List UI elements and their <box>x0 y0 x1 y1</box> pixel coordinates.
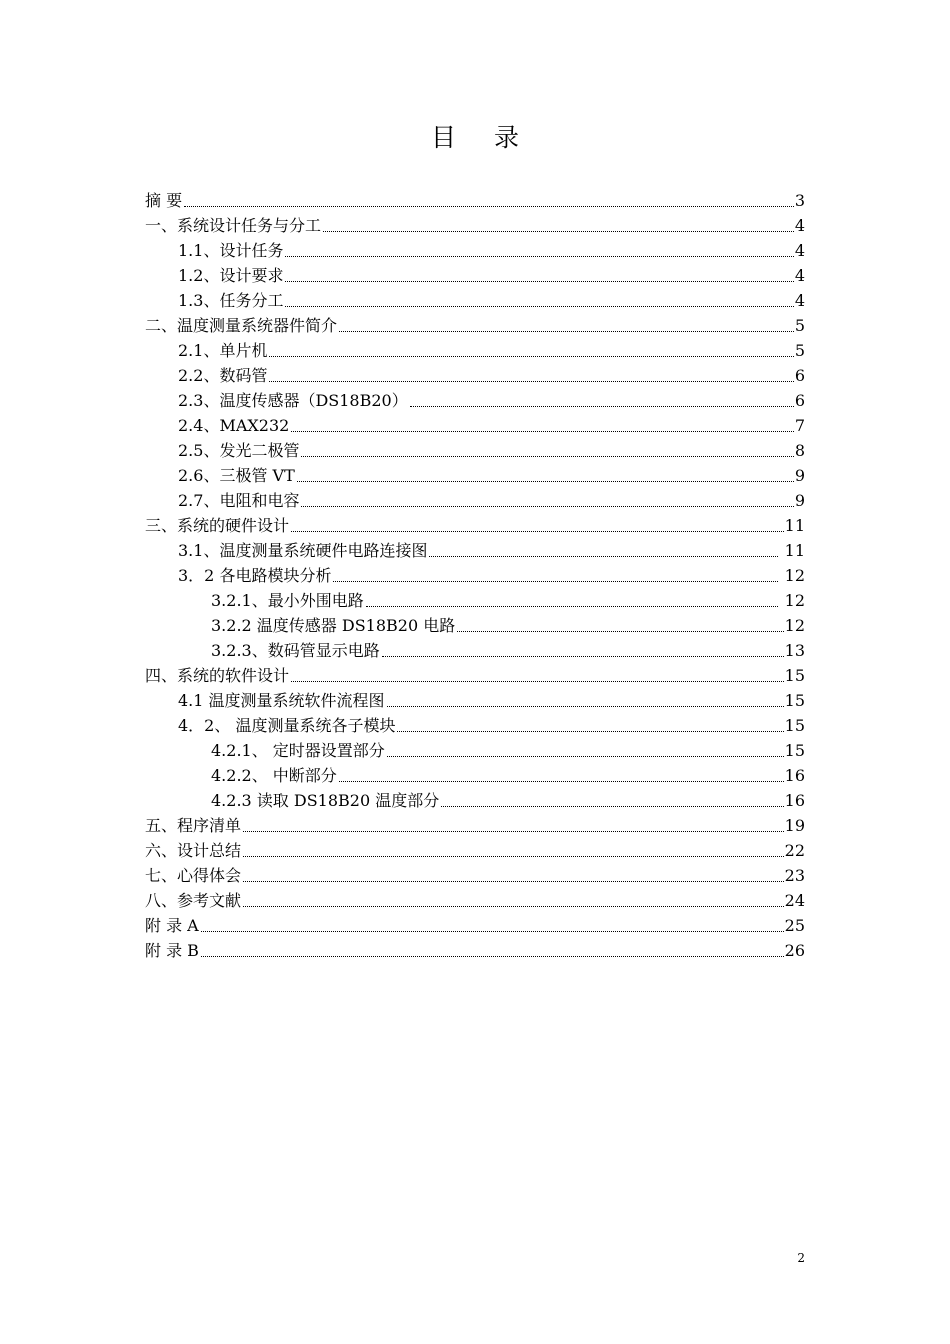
toc-entry-label: 4.2.2、 中断部分 <box>211 766 337 785</box>
toc-entry[interactable] <box>145 363 805 388</box>
toc-entry-label: 三、系统的硬件设计 <box>145 516 290 535</box>
toc-entry-label: 1.3、任务分工 <box>178 291 284 310</box>
toc-leader-dots <box>410 406 794 407</box>
toc-entry[interactable] <box>145 713 805 738</box>
toc-leader-dots <box>333 581 778 582</box>
toc-leader-dots <box>269 356 793 357</box>
toc-entry-page: 19 <box>784 816 805 835</box>
toc-entry-page: 5 <box>794 316 805 335</box>
toc-entry-label: 4.2.3 读取 DS18B20 温度部分 <box>211 791 440 810</box>
toc-title-char: 录 <box>494 123 520 152</box>
toc-leader-dots <box>291 681 784 682</box>
toc-entry[interactable] <box>145 888 805 913</box>
toc-entry-label: 2.3、温度传感器（DS18B20） <box>178 391 408 410</box>
table-of-contents <box>145 188 805 963</box>
toc-entry-label: 五、程序清单 <box>145 816 242 835</box>
toc-leader-dots <box>291 531 784 532</box>
toc-entry-label: 六、设计总结 <box>145 841 242 860</box>
toc-entry-label: 2.6、三极管 VT <box>178 466 295 485</box>
toc-leader-dots <box>301 506 793 507</box>
toc-entry[interactable] <box>145 463 805 488</box>
toc-leader-dots <box>243 831 784 832</box>
toc-entry[interactable] <box>145 213 805 238</box>
toc-leader-dots <box>243 906 784 907</box>
toc-leader-dots <box>339 781 784 782</box>
toc-entry[interactable] <box>145 813 805 838</box>
toc-leader-dots <box>397 731 783 732</box>
toc-entry[interactable] <box>145 638 805 663</box>
toc-entry[interactable] <box>145 738 805 763</box>
toc-entry-page: 4 <box>794 241 805 260</box>
toc-leader-dots <box>297 481 794 482</box>
toc-entry-label: 1.1、设计任务 <box>178 241 284 260</box>
toc-leader-dots <box>387 706 784 707</box>
toc-entry[interactable] <box>145 288 805 313</box>
toc-entry-label: 2.5、发光二极管 <box>178 441 300 460</box>
toc-entry-page: 11 <box>784 541 805 560</box>
toc-entry[interactable] <box>145 563 805 588</box>
toc-entry-page: 26 <box>784 941 805 960</box>
toc-entry-page: 15 <box>784 741 805 760</box>
toc-leader-dots <box>366 606 778 607</box>
toc-entry[interactable] <box>145 663 805 688</box>
toc-entry[interactable] <box>145 613 805 638</box>
toc-leader-dots <box>285 256 793 257</box>
toc-entry[interactable] <box>145 188 805 213</box>
toc-entry-page: 4 <box>794 266 805 285</box>
toc-entry[interactable] <box>145 263 805 288</box>
toc-entry-label: 八、参考文献 <box>145 891 242 910</box>
toc-entry[interactable] <box>145 413 805 438</box>
toc-entry[interactable] <box>145 763 805 788</box>
toc-leader-dots <box>291 431 793 432</box>
toc-entry-page: 22 <box>784 841 805 860</box>
toc-entry[interactable] <box>145 388 805 413</box>
toc-entry-label: 附 录 B <box>145 941 199 960</box>
toc-entry-label: 3.2.3、数码管显示电路 <box>211 641 380 660</box>
toc-title-char: 目 <box>430 123 456 152</box>
toc-entry-page: 11 <box>784 516 805 535</box>
toc-entry-page: 8 <box>794 441 805 460</box>
toc-entry[interactable] <box>145 488 805 513</box>
toc-entry-page: 23 <box>784 866 805 885</box>
toc-entry-page: 12 <box>784 616 805 635</box>
toc-entry-page: 5 <box>794 341 805 360</box>
toc-entry[interactable] <box>145 838 805 863</box>
toc-entry-label: 3.1、温度测量系统硬件电路连接图 <box>178 541 428 560</box>
toc-entry-page: 9 <box>794 466 805 485</box>
toc-entry-page: 6 <box>794 366 805 385</box>
toc-leader-dots <box>323 231 794 232</box>
toc-entry-label: 2.1、单片机 <box>178 341 268 360</box>
toc-entry[interactable] <box>145 513 805 538</box>
toc-entry[interactable] <box>145 688 805 713</box>
toc-entry[interactable] <box>145 238 805 263</box>
toc-leader-dots <box>457 631 783 632</box>
toc-leader-dots <box>339 331 794 332</box>
toc-entry-page: 16 <box>784 766 805 785</box>
toc-entry-label: 2.2、数码管 <box>178 366 268 385</box>
toc-leader-dots <box>285 306 793 307</box>
toc-entry-label: 3．2 各电路模块分析 <box>178 566 332 585</box>
toc-leader-dots <box>184 206 794 207</box>
page-number: 2 <box>797 1251 805 1265</box>
toc-entry-label: 1.2、设计要求 <box>178 266 284 285</box>
toc-entry[interactable] <box>145 913 805 938</box>
toc-entry-label: 3.2.1、最小外围电路 <box>211 591 364 610</box>
toc-entry-label: 一、系统设计任务与分工 <box>145 216 322 235</box>
toc-entry-label: 4．2、 温度测量系统各子模块 <box>178 716 396 735</box>
toc-leader-dots <box>429 556 778 557</box>
toc-entry-page: 4 <box>794 291 805 310</box>
toc-entry-label: 四、系统的软件设计 <box>145 666 290 685</box>
toc-entry-label: 七、心得体会 <box>145 866 242 885</box>
toc-leader-dots <box>201 956 784 957</box>
toc-entry[interactable] <box>145 438 805 463</box>
toc-entry-page: 16 <box>784 791 805 810</box>
toc-entry-page: 7 <box>794 416 805 435</box>
toc-entry-page: 13 <box>784 641 805 660</box>
toc-entry-page: 4 <box>794 216 805 235</box>
toc-entry-page: 6 <box>794 391 805 410</box>
toc-leader-dots <box>243 856 784 857</box>
toc-entry[interactable] <box>145 338 805 363</box>
toc-entry-page: 9 <box>794 491 805 510</box>
toc-entry[interactable] <box>145 588 805 613</box>
toc-entry-label: 2.7、电阻和电容 <box>178 491 300 510</box>
toc-entry-page: 12 <box>784 566 805 585</box>
toc-entry[interactable] <box>145 938 805 963</box>
toc-leader-dots <box>387 756 784 757</box>
toc-title <box>0 118 950 154</box>
toc-entry-page: 12 <box>784 591 805 610</box>
toc-entry-label: 摘 要 <box>145 191 183 210</box>
toc-entry-page: 3 <box>794 191 805 210</box>
toc-entry-page: 25 <box>784 916 805 935</box>
toc-entry-page: 15 <box>784 691 805 710</box>
toc-entry-label: 3.2.2 温度传感器 DS18B20 电路 <box>211 616 456 635</box>
toc-entry-label: 二、温度测量系统器件简介 <box>145 316 338 335</box>
toc-leader-dots <box>243 881 784 882</box>
toc-entry-label: 4.1 温度测量系统软件流程图 <box>178 691 385 710</box>
toc-leader-dots <box>301 456 793 457</box>
toc-entry-label: 2.4、MAX232 <box>178 416 290 435</box>
toc-entry-page: 24 <box>784 891 805 910</box>
toc-entry-label: 4.2.1、 定时器设置部分 <box>211 741 385 760</box>
toc-leader-dots <box>269 381 793 382</box>
toc-entry-page: 15 <box>784 666 805 685</box>
toc-leader-dots <box>285 281 793 282</box>
toc-leader-dots <box>201 931 784 932</box>
toc-entry[interactable] <box>145 788 805 813</box>
toc-entry[interactable] <box>145 313 805 338</box>
toc-entry-label: 附 录 A <box>145 916 199 935</box>
toc-entry-page: 15 <box>784 716 805 735</box>
toc-leader-dots <box>382 656 784 657</box>
toc-entry[interactable] <box>145 538 805 563</box>
toc-entry[interactable] <box>145 863 805 888</box>
toc-leader-dots <box>441 806 783 807</box>
